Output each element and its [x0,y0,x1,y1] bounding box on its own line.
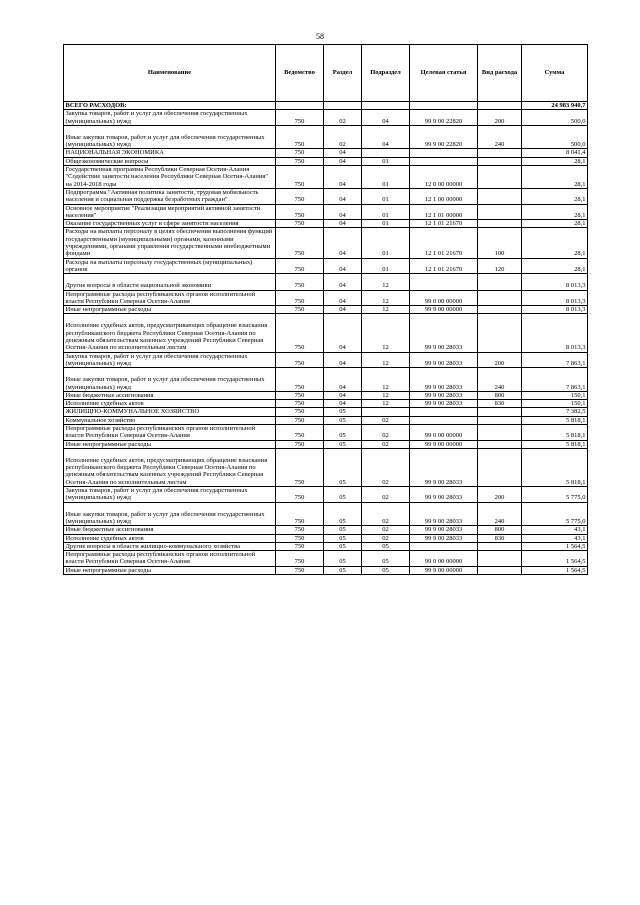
row-name: Коммунальное хозяйство [64,416,276,424]
row-name: Другие вопросы в области жилищно-коммунального хозяйства [64,542,276,550]
row-department: 750 [276,166,324,189]
row-department: 750 [276,220,324,228]
row-section: 05 [324,502,362,526]
row-department: 750 [276,502,324,526]
row-subsection: 12 [362,391,410,399]
row-subsection [362,149,410,157]
row-amount: 43,1 [522,526,588,534]
table-row [64,487,588,503]
row-target-article: 99 9 00 28033 [410,391,478,399]
row-target-article: 99 9 00 28033 [410,368,478,392]
row-name: Исполнение судебных актов [64,400,276,408]
row-name: Расходы на выплаты персоналу государственных (муниципальных) органов [64,258,276,274]
table-row [64,391,588,399]
row-section: 04 [324,274,362,290]
row-department: 750 [276,424,324,440]
row-subsection: 02 [362,526,410,534]
row-subsection: 02 [362,416,410,424]
table-row [64,204,588,220]
row-expense-type [478,542,522,550]
row-amount: 28,1 [522,228,588,258]
row-expense-type [478,204,522,220]
table-row [64,149,588,157]
row-section: 05 [324,542,362,550]
row-expense-type: 800 [478,391,522,399]
row-expense-type: 120 [478,258,522,274]
row-section: 05 [324,566,362,574]
row-expense-type [478,157,522,165]
row-amount: 7 382,5 [522,408,588,416]
row-section: 04 [324,204,362,220]
row-name: Подпрограмма "Активная политика занятости, трудовая мобильность населения и социальная поддержка безработных граждан" [64,188,276,204]
row-subsection: 02 [362,448,410,486]
row-department: 750 [276,391,324,399]
column-header-department: Ведомство [276,45,324,102]
row-target-article: 12 1 01 21670 [410,228,478,258]
row-department: 750 [276,534,324,542]
row-amount: 150,1 [522,391,588,399]
row-target-article: 99 0 00 00000 [410,424,478,440]
row-section: 05 [324,416,362,424]
row-subsection: 12 [362,314,410,352]
table-row [64,290,588,306]
row-department: 750 [276,448,324,486]
row-amount: 28,1 [522,157,588,165]
row-name: Расходы на выплаты персоналу в целях обеспечения выполнения функций государственными (муниципальными) органами, казенными учреждениями, органами управления государственными внебюджетными фондами [64,228,276,258]
row-department: 750 [276,368,324,392]
row-target-article: 99 9 00 28033 [410,314,478,352]
table-row [64,166,588,189]
row-target-article [410,416,478,424]
row-department [276,102,324,110]
row-department: 750 [276,188,324,204]
row-expense-type: 100 [478,228,522,258]
row-section: 05 [324,424,362,440]
row-name: ЖИЛИЩНО-КОММУНАЛЬНОЕ ХОЗЯЙСТВО [64,408,276,416]
row-target-article: 99 9 00 28033 [410,526,478,534]
row-subsection: 02 [362,502,410,526]
row-target-article [410,102,478,110]
row-department: 750 [276,228,324,258]
table-row [64,274,588,290]
table-row [64,314,588,352]
row-department: 750 [276,290,324,306]
row-amount: 43,1 [522,534,588,542]
row-amount: 1 564,5 [522,542,588,550]
row-target-article: 99 9 00 22820 [410,110,478,126]
row-subsection: 01 [362,166,410,189]
row-name: Основное мероприятие "Реализация мероприятий активной занятости населения" [64,204,276,220]
row-expense-type [478,102,522,110]
row-amount: 8 013,3 [522,306,588,314]
row-expense-type [478,551,522,567]
row-expense-type [478,188,522,204]
row-subsection: 04 [362,125,410,149]
table-row [64,526,588,534]
row-section: 04 [324,166,362,189]
table-row [64,542,588,550]
table-row [64,228,588,258]
row-subsection: 12 [362,290,410,306]
row-section: 04 [324,220,362,228]
row-amount: 28,1 [522,204,588,220]
row-expense-type: 200 [478,352,522,368]
column-header-name: Наименование [64,45,276,102]
row-expense-type: 200 [478,110,522,126]
row-amount: 7 863,1 [522,352,588,368]
row-section: 02 [324,110,362,126]
table-row [64,306,588,314]
row-target-article [410,408,478,416]
row-section [324,102,362,110]
row-department: 750 [276,157,324,165]
row-section: 04 [324,157,362,165]
row-department: 750 [276,440,324,448]
table-row [64,157,588,165]
row-amount: 5 775,0 [522,502,588,526]
row-department: 750 [276,526,324,534]
row-subsection: 01 [362,204,410,220]
row-name: Иные закупки товаров, работ и услуг для обеспечения государственных (муниципальных) нужд [64,125,276,149]
row-name: Непрограммные расходы республиканских органов исполнительной власти Республики Северная Осетия-Алания [64,551,276,567]
row-department: 750 [276,110,324,126]
column-header-section: Раздел [324,45,362,102]
row-target-article: 99 9 00 00000 [410,566,478,574]
row-expense-type [478,424,522,440]
row-name: НАЦИОНАЛЬНАЯ ЭКОНОМИКА [64,149,276,157]
row-expense-type [478,220,522,228]
column-header-amount: Сумма [522,45,588,102]
table-row [64,566,588,574]
row-name: Исполнение судебных актов, предусматривающих обращение взыскания республиканского бюджета Республики Северная Осетия-Алания по денежным обязательствам казенных учреждений Республики Северная Осетия-Алания по исполнительным листам [64,314,276,352]
table-row [64,502,588,526]
table-row [64,258,588,274]
budget-table [63,44,588,575]
row-subsection: 02 [362,440,410,448]
row-target-article: 12 1 01 00000 [410,204,478,220]
row-amount: 28,1 [522,166,588,189]
row-expense-type [478,408,522,416]
row-section: 05 [324,551,362,567]
row-expense-type [478,416,522,424]
row-amount: 28,1 [522,258,588,274]
row-expense-type [478,306,522,314]
row-amount: 1 564,5 [522,551,588,567]
row-expense-type [478,290,522,306]
row-department: 750 [276,125,324,149]
row-subsection: 02 [362,487,410,503]
row-expense-type: 830 [478,534,522,542]
row-department: 750 [276,204,324,220]
row-subsection: 05 [362,542,410,550]
row-section: 05 [324,448,362,486]
row-amount: 8 041,4 [522,149,588,157]
row-subsection: 12 [362,368,410,392]
table-row [64,408,588,416]
column-header-expense-type: Вид расхода [478,45,522,102]
row-subsection: 12 [362,306,410,314]
table-row [64,188,588,204]
row-expense-type [478,440,522,448]
row-amount: 8 013,3 [522,290,588,306]
row-target-article: 99 0 00 00000 [410,551,478,567]
row-subsection: 02 [362,424,410,440]
row-subsection: 12 [362,352,410,368]
table-row [64,125,588,149]
row-amount: 5 818,1 [522,448,588,486]
row-name: Непрограммные расходы республиканских органов исполнительной власти Республики Северная Осетия-Алания [64,424,276,440]
row-section: 05 [324,440,362,448]
row-section: 04 [324,258,362,274]
page-number: 58 [316,32,324,41]
row-amount: 28,1 [522,188,588,204]
row-amount: 28,1 [522,220,588,228]
row-section: 02 [324,125,362,149]
row-expense-type [478,166,522,189]
row-target-article [410,274,478,290]
row-section: 04 [324,314,362,352]
row-subsection: 12 [362,274,410,290]
header-row [64,45,588,102]
table-row [64,534,588,542]
table-row [64,551,588,567]
row-amount: 1 564,5 [522,566,588,574]
row-subsection: 01 [362,258,410,274]
row-subsection: 02 [362,534,410,542]
row-department: 750 [276,314,324,352]
row-department: 750 [276,566,324,574]
row-section: 05 [324,526,362,534]
row-department: 750 [276,487,324,503]
row-name: Общеэкономические вопросы [64,157,276,165]
row-department: 750 [276,352,324,368]
row-name: Иные закупки товаров, работ и услуг для обеспечения государственных (муниципальных) нужд [64,368,276,392]
row-expense-type: 830 [478,400,522,408]
row-subsection: 01 [362,220,410,228]
table-row [64,352,588,368]
table-row [64,368,588,392]
row-subsection: 01 [362,188,410,204]
row-section: 04 [324,149,362,157]
row-name: Иные бюджетные ассигнования [64,391,276,399]
row-section: 04 [324,228,362,258]
row-department: 750 [276,149,324,157]
row-name: Непрограммные расходы республиканских органов исполнительной власти Республики Северная Осетия-Алания [64,290,276,306]
row-target-article: 99 9 00 00000 [410,440,478,448]
row-department: 750 [276,400,324,408]
row-department: 750 [276,542,324,550]
row-subsection [362,408,410,416]
row-expense-type: 240 [478,125,522,149]
row-amount: 8 013,3 [522,274,588,290]
row-expense-type [478,448,522,486]
row-section: 04 [324,290,362,306]
row-target-article: 99 9 00 28033 [410,448,478,486]
row-expense-type: 800 [478,526,522,534]
row-amount: 7 863,1 [522,368,588,392]
table-row [64,102,588,110]
row-section: 05 [324,534,362,542]
row-subsection: 01 [362,157,410,165]
row-department: 750 [276,274,324,290]
row-target-article: 12 1 01 21670 [410,258,478,274]
row-target-article: 99 9 00 28033 [410,534,478,542]
row-section: 04 [324,306,362,314]
row-target-article: 99 9 00 28033 [410,352,478,368]
row-expense-type [478,566,522,574]
row-target-article: 99 9 00 00000 [410,306,478,314]
row-expense-type: 240 [478,502,522,526]
row-expense-type [478,314,522,352]
table-row [64,110,588,126]
row-subsection: 01 [362,228,410,258]
row-name: Исполнение судебных актов [64,534,276,542]
table-body [64,102,588,575]
row-amount: 5 818,1 [522,424,588,440]
row-name: Другие вопросы в области национальной экономики [64,274,276,290]
row-amount: 5 818,1 [522,416,588,424]
row-target-article: 12 0 00 00000 [410,166,478,189]
row-target-article: 99 9 00 28033 [410,502,478,526]
table-row [64,448,588,486]
row-target-article: 99 9 00 28033 [410,487,478,503]
table-row [64,440,588,448]
row-expense-type [478,149,522,157]
row-subsection: 04 [362,110,410,126]
row-amount: 150,1 [522,400,588,408]
row-section: 05 [324,487,362,503]
row-amount: 8 013,3 [522,314,588,352]
row-target-article: 12 1 01 21670 [410,220,478,228]
row-expense-type [478,274,522,290]
row-subsection: 05 [362,566,410,574]
row-department: 750 [276,408,324,416]
row-name: Закупка товаров, работ и услуг для обеспечения государственных (муниципальных) нужд [64,110,276,126]
row-name: Иные непрограммные расходы [64,440,276,448]
row-name: Иные закупки товаров, работ и услуг для обеспечения государственных (муниципальных) нужд [64,502,276,526]
row-department: 750 [276,551,324,567]
row-department: 750 [276,258,324,274]
row-target-article [410,157,478,165]
row-target-article [410,149,478,157]
column-header-subsection: Подраздел [362,45,410,102]
row-name: Иные непрограммные расходы [64,566,276,574]
row-name: Закупка товаров, работ и услуг для обеспечения государственных (муниципальных) нужд [64,352,276,368]
row-name: ВСЕГО РАСХОДОВ: [64,102,276,110]
column-header-target-article: Целевая статья [410,45,478,102]
row-section: 05 [324,408,362,416]
row-amount: 5 818,1 [522,440,588,448]
row-target-article: 99 9 00 28033 [410,400,478,408]
row-section: 04 [324,391,362,399]
table-row [64,220,588,228]
row-subsection: 05 [362,551,410,567]
row-section: 04 [324,400,362,408]
row-target-article: 12 1 00 00000 [410,188,478,204]
row-subsection: 12 [362,400,410,408]
row-amount: 500,0 [522,110,588,126]
row-section: 04 [324,188,362,204]
row-subsection [362,102,410,110]
row-department: 750 [276,306,324,314]
table-row [64,424,588,440]
row-amount: 5 775,0 [522,487,588,503]
row-name: Исполнение судебных актов, предусматривающих обращение взыскания республиканского бюджета Республики Северная Осетия-Алания по денежным обязательствам казенных учреждений Республики Северная Осетия-Алания по исполнительным листам [64,448,276,486]
row-target-article: 99 0 00 00000 [410,290,478,306]
row-name: Иные бюджетные ассигнования [64,526,276,534]
row-target-article: 99 9 00 22820 [410,125,478,149]
row-amount: 24 983 940,7 [522,102,588,110]
row-amount: 500,0 [522,125,588,149]
row-name: Государственная программа Республики Северная Осетия-Алания "Содействие занятости населения Республики Северная Осетия-Алания" на 2014-2018 годы [64,166,276,189]
row-name: Закупка товаров, работ и услуг для обеспечения государственных (муниципальных) нужд [64,487,276,503]
row-target-article [410,542,478,550]
row-section: 04 [324,368,362,392]
row-name: Оказание государственных услуг в сфере занятости населения [64,220,276,228]
row-department: 750 [276,416,324,424]
table-row [64,416,588,424]
row-section: 04 [324,352,362,368]
row-name: Иные непрограммные расходы [64,306,276,314]
row-expense-type: 200 [478,487,522,503]
row-expense-type: 240 [478,368,522,392]
table-row [64,400,588,408]
